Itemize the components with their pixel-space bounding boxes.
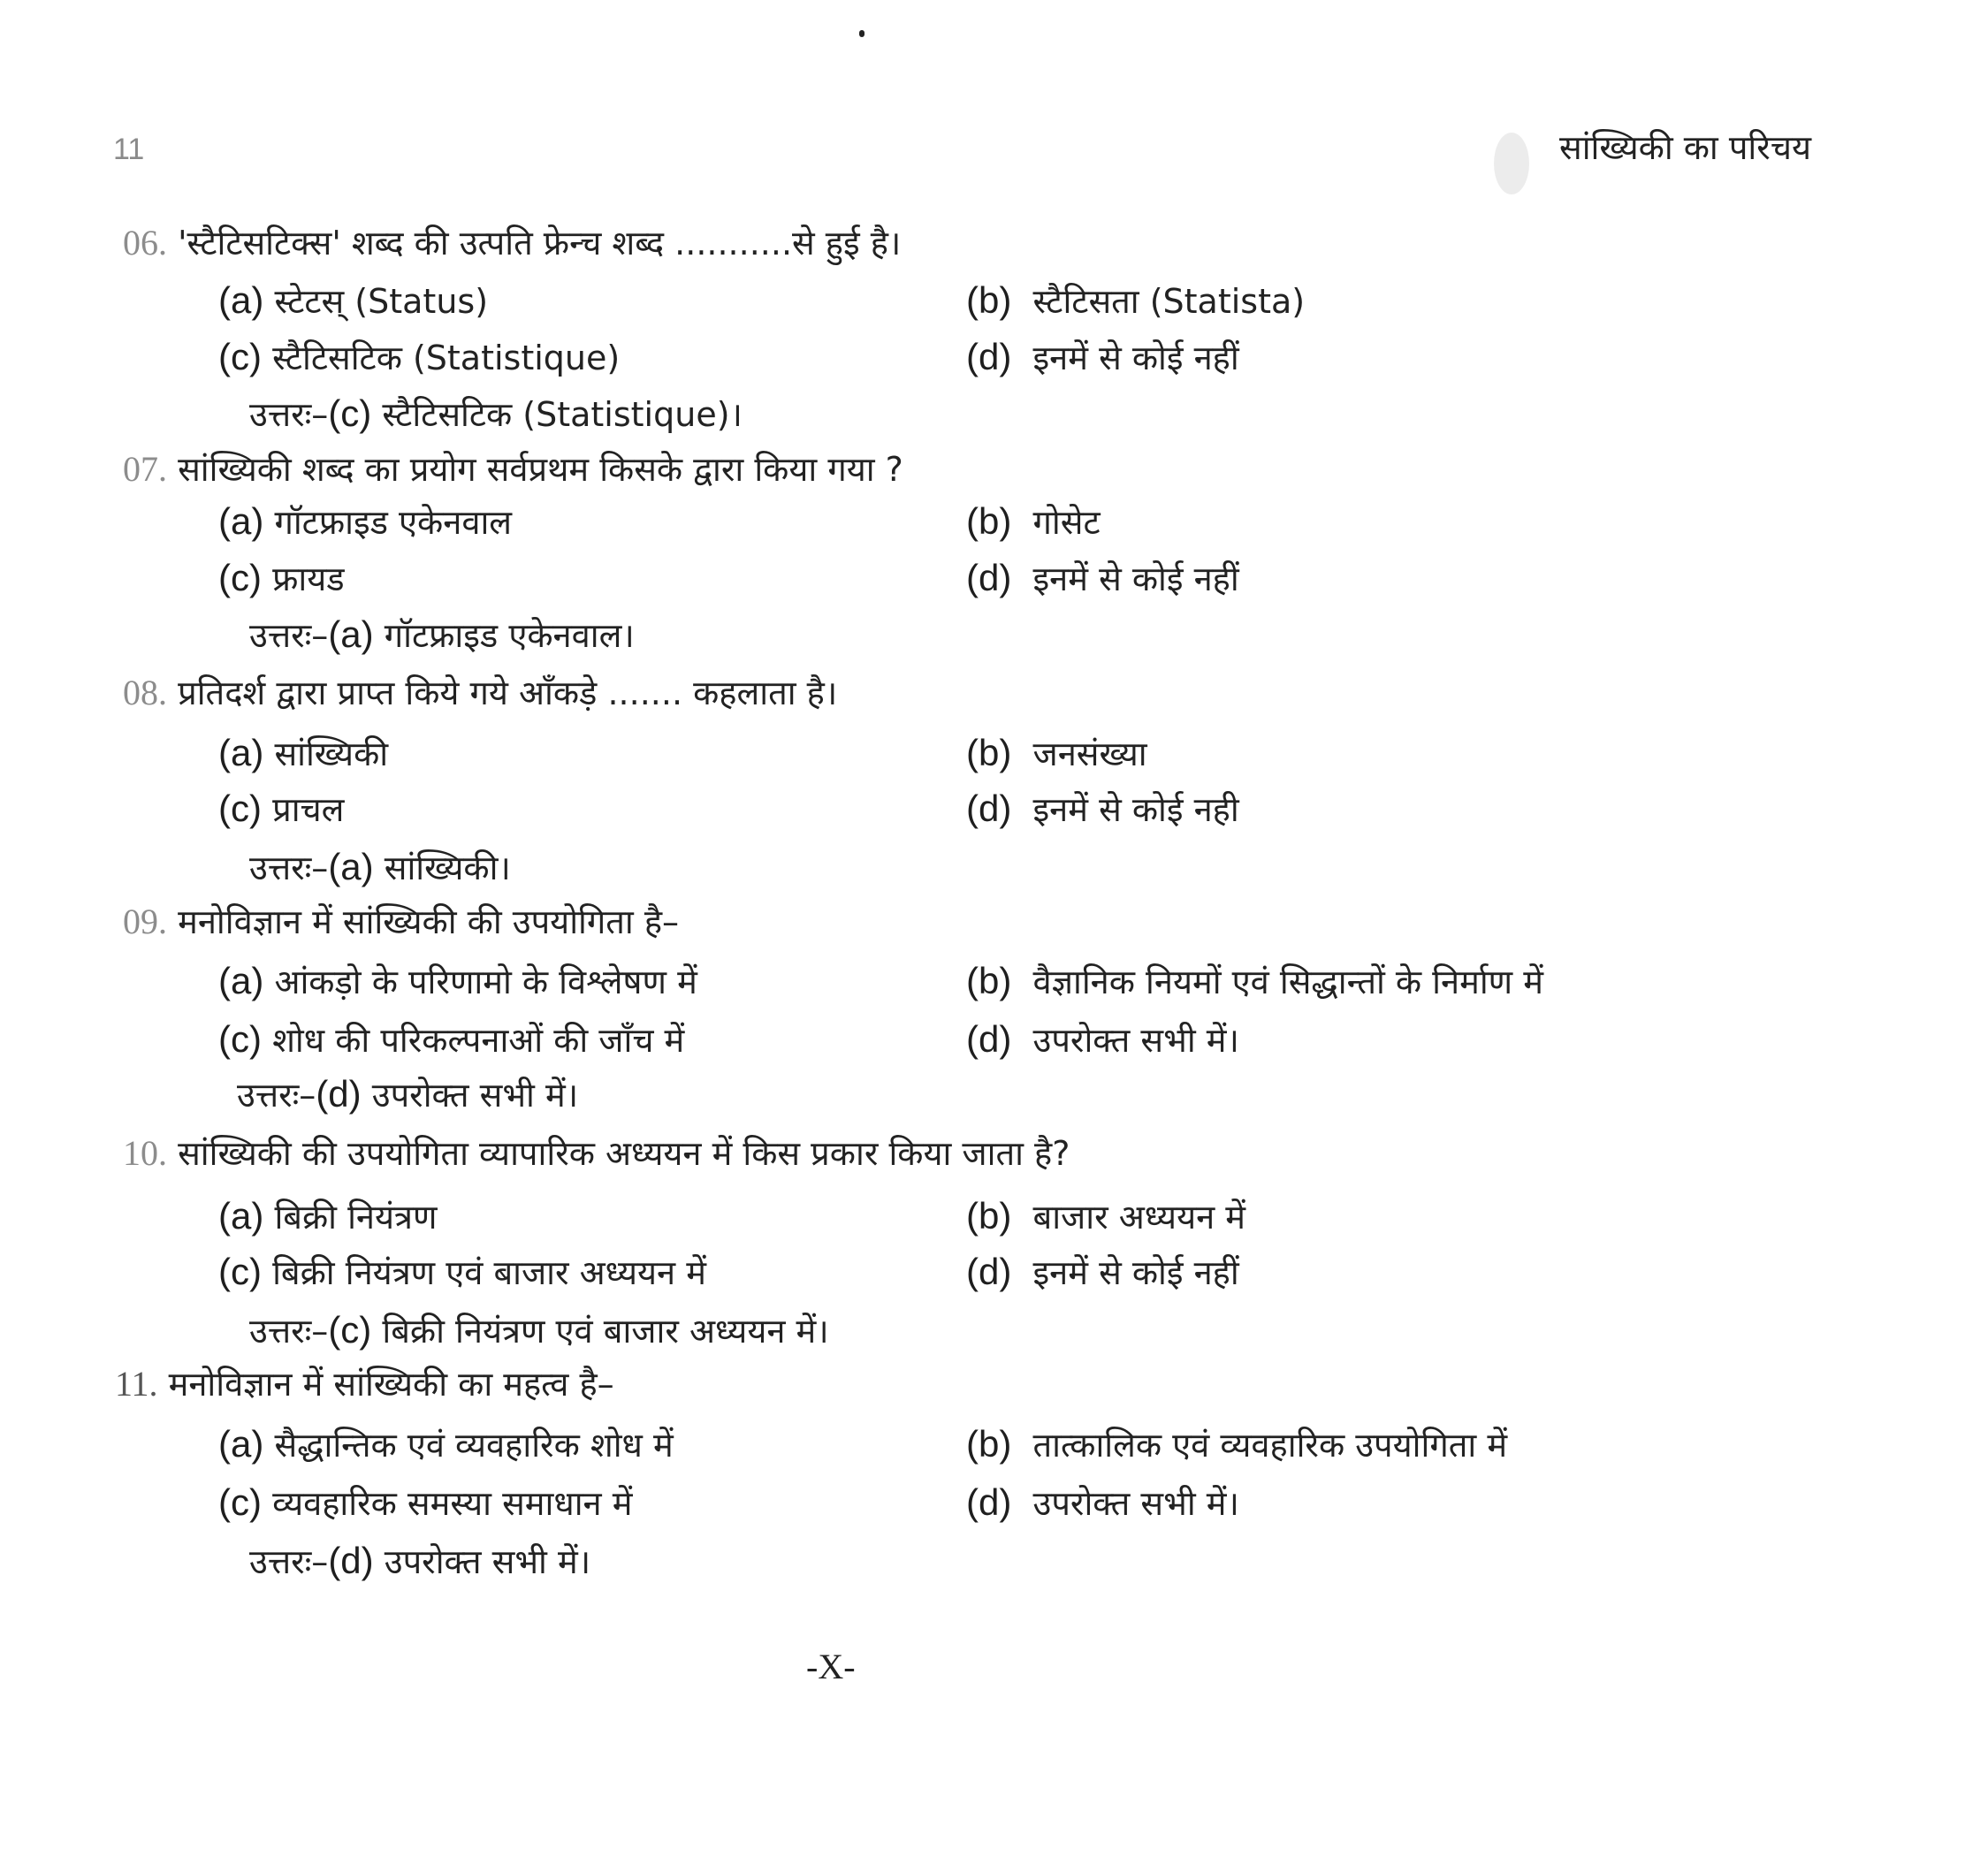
option-label: (a) bbox=[218, 732, 264, 773]
option-c bbox=[218, 1249, 706, 1295]
option-d bbox=[966, 1249, 1239, 1295]
question-stem: 'स्टैटिसटिक्स' शब्द की उत्पति फ्रेन्च शब्द ...........से हुई है। bbox=[178, 224, 902, 263]
option-b bbox=[966, 498, 1101, 544]
option-label: (a) bbox=[218, 279, 264, 321]
option-label: (d) bbox=[966, 1018, 1012, 1060]
option-text: जनसंख्या bbox=[1032, 734, 1147, 773]
answer bbox=[237, 1071, 578, 1117]
option-a bbox=[218, 498, 512, 544]
answer bbox=[249, 1538, 590, 1584]
answer-text: गॉटफ्राइड एकेनवाल। bbox=[384, 616, 635, 655]
option-text: इनमें से कोई नही bbox=[1032, 790, 1239, 829]
option-b bbox=[966, 278, 1305, 323]
question-number: 09. bbox=[123, 902, 167, 941]
option-label: (c) bbox=[218, 1481, 262, 1523]
question-stem: सांख्यिकी की उपयोगिता व्यापारिक अध्ययन में किस प्रकार किया जाता है? bbox=[178, 1134, 1070, 1173]
option-text: उपरोक्त सभी में। bbox=[1032, 1484, 1239, 1523]
option-b bbox=[966, 958, 1543, 1004]
scan-smudge bbox=[1494, 133, 1529, 194]
option-text: सांख्यिकी bbox=[274, 734, 389, 773]
answer-text: उपरोक्त सभी में। bbox=[371, 1076, 579, 1115]
option-label: (c) bbox=[218, 1251, 262, 1292]
option-text: तात्कालिक एवं व्यवहारिक उपयोगिता में bbox=[1032, 1426, 1508, 1465]
option-label: (c) bbox=[218, 557, 262, 598]
option-d bbox=[966, 1016, 1239, 1062]
answer-prefix: उत्तरः– bbox=[249, 616, 329, 655]
option-text: स्टेटस् (Status) bbox=[274, 282, 489, 321]
option-a bbox=[218, 278, 488, 323]
option-text: वैज्ञानिक नियमों एवं सिद्धान्तों के निर्माण में bbox=[1032, 963, 1543, 1001]
option-label: (b) bbox=[966, 279, 1012, 321]
answer-prefix: उत्तरः– bbox=[249, 849, 329, 887]
option-label: (d) bbox=[966, 336, 1012, 377]
question-text bbox=[123, 445, 903, 491]
question-stem: सांख्यिकी शब्द का प्रयोग सर्वप्रथम किसके द्वारा किया गया ? bbox=[178, 450, 903, 489]
option-b bbox=[966, 1193, 1245, 1239]
option-c bbox=[218, 1016, 684, 1062]
end-of-section-mark: -X- bbox=[806, 1647, 856, 1686]
option-text: बिक्री नियंत्रण एवं बाजार अध्ययन में bbox=[272, 1253, 706, 1292]
option-d bbox=[966, 1480, 1239, 1526]
question-number: 11. bbox=[115, 1364, 158, 1404]
option-label: (a) bbox=[218, 960, 264, 1001]
option-text: गॉटफ्राइड एकेनवाल bbox=[274, 503, 513, 542]
option-a bbox=[218, 730, 388, 776]
answer bbox=[249, 844, 511, 890]
option-text: बाजार अध्ययन में bbox=[1032, 1198, 1246, 1237]
question-number: 08. bbox=[123, 673, 167, 712]
option-c bbox=[218, 1480, 632, 1526]
option-text: स्टैटिसता (Statista) bbox=[1032, 282, 1306, 321]
option-label: (c) bbox=[218, 336, 262, 377]
option-b bbox=[966, 730, 1147, 776]
answer-prefix: उत्तरः– bbox=[237, 1076, 316, 1115]
option-b bbox=[966, 1421, 1507, 1467]
option-text: इनमें से कोई नहीं bbox=[1032, 559, 1239, 598]
scan-speck bbox=[859, 30, 865, 37]
question-stem: प्रतिदर्श द्वारा प्राप्त किये गये आँकड़े ....... कहलाता है। bbox=[178, 674, 838, 712]
answer-prefix: उत्तरः– bbox=[249, 395, 329, 434]
answer-label: (d) bbox=[328, 1540, 374, 1581]
option-label: (b) bbox=[966, 732, 1012, 773]
option-text: शोध की परिकल्पनाओं की जाँच में bbox=[272, 1021, 685, 1060]
question-stem: मनोविज्ञान में सांख्यिकी का महत्व है– bbox=[168, 1365, 614, 1404]
question-text bbox=[123, 669, 837, 715]
answer-text: बिक्री नियंत्रण एवं बाजार अध्ययन में। bbox=[382, 1312, 829, 1351]
question-number: 06. bbox=[123, 223, 167, 263]
question-text bbox=[123, 898, 679, 944]
option-d bbox=[966, 786, 1239, 832]
option-text: इनमें से कोई नहीं bbox=[1032, 339, 1239, 377]
answer bbox=[249, 391, 743, 437]
option-label: (d) bbox=[966, 1251, 1012, 1292]
answer-label: (a) bbox=[328, 613, 374, 655]
option-text: सैद्धान्तिक एवं व्यवहारिक शोध में bbox=[274, 1426, 674, 1465]
answer-text: स्टैटिसटिक (Statistique)। bbox=[382, 395, 743, 434]
option-label: (b) bbox=[966, 1423, 1012, 1465]
option-d bbox=[966, 555, 1239, 601]
option-label: (d) bbox=[966, 788, 1012, 829]
answer-prefix: उत्तरः– bbox=[249, 1312, 329, 1351]
option-label: (a) bbox=[218, 1195, 264, 1237]
option-label: (d) bbox=[966, 1481, 1012, 1523]
option-text: उपरोक्त सभी में। bbox=[1032, 1021, 1239, 1060]
option-label: (d) bbox=[966, 557, 1012, 598]
answer-label: (c) bbox=[328, 392, 372, 434]
option-label: (b) bbox=[966, 960, 1012, 1001]
option-text: स्टैटिसटिक (Statistique) bbox=[272, 339, 621, 377]
question-stem: मनोविज्ञान में सांख्यिकी की उपयोगिता है– bbox=[178, 902, 680, 941]
question-text bbox=[123, 1130, 1070, 1176]
option-a bbox=[218, 1193, 438, 1239]
option-text: आंकड़ो के परिणामो के विश्लेषण में bbox=[274, 963, 697, 1001]
answer bbox=[249, 1307, 829, 1353]
option-text: बिक्री नियंत्रण bbox=[274, 1198, 438, 1237]
option-label: (b) bbox=[966, 1195, 1012, 1237]
answer-label: (c) bbox=[328, 1309, 372, 1351]
answer-text: उपरोक्त सभी में। bbox=[384, 1542, 591, 1581]
option-label: (a) bbox=[218, 1423, 264, 1465]
option-label: (a) bbox=[218, 500, 264, 542]
answer-label: (d) bbox=[316, 1073, 362, 1115]
option-text: प्राचल bbox=[272, 790, 345, 829]
option-text: गोसेट bbox=[1032, 503, 1101, 542]
option-a bbox=[218, 1421, 674, 1467]
answer-label: (a) bbox=[328, 846, 374, 887]
option-a bbox=[218, 958, 697, 1004]
answer bbox=[249, 612, 635, 658]
option-c bbox=[218, 334, 620, 380]
option-label: (c) bbox=[218, 788, 262, 829]
option-label: (b) bbox=[966, 500, 1012, 542]
question-text bbox=[123, 219, 901, 265]
question-number: 07. bbox=[123, 449, 167, 489]
option-text: फ्रायड bbox=[272, 559, 345, 598]
option-text: व्यवहारिक समस्या समाधान में bbox=[272, 1484, 633, 1523]
question-text bbox=[115, 1360, 614, 1406]
option-c bbox=[218, 555, 345, 601]
question-number: 10. bbox=[123, 1133, 167, 1173]
page-number: 11 bbox=[113, 133, 145, 166]
answer-text: सांख्यिकी। bbox=[384, 849, 511, 887]
option-c bbox=[218, 786, 344, 832]
answer-prefix: उत्तरः– bbox=[249, 1542, 329, 1581]
option-text: इनमें से कोई नहीं bbox=[1032, 1253, 1239, 1292]
option-label: (c) bbox=[218, 1018, 262, 1060]
running-title: सांख्यिकी का परिचय bbox=[1559, 128, 1811, 167]
option-d bbox=[966, 334, 1239, 380]
